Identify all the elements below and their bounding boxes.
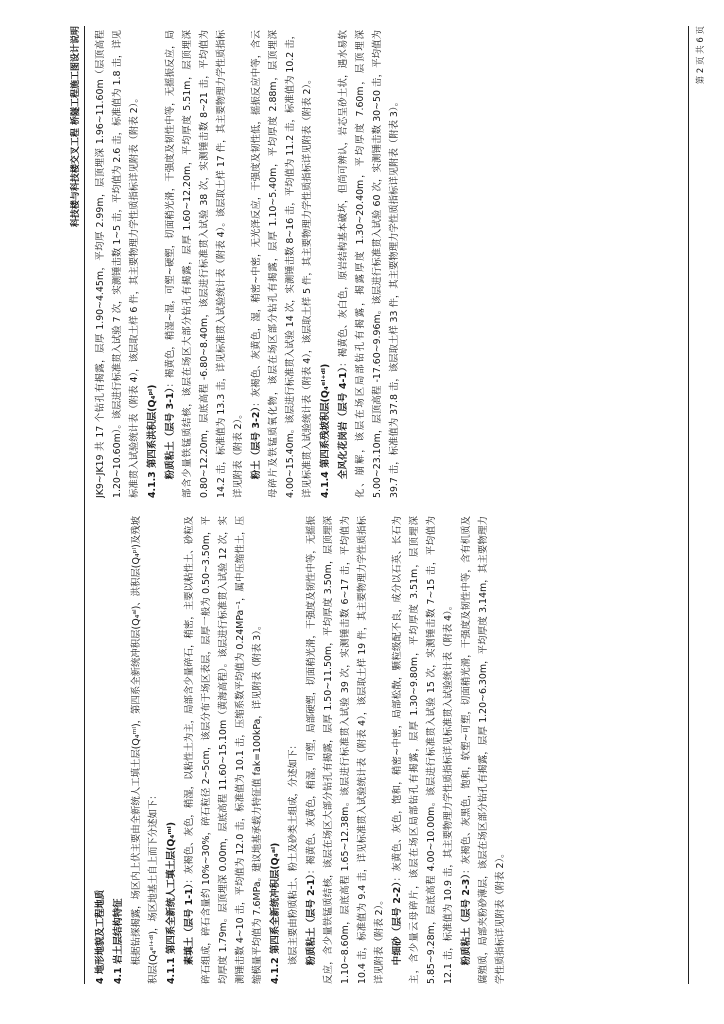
- section-heading-4-1-1: 4.1.1 第四系全新统人工填土层(Q₄ᵐˡ): [166, 821, 177, 984]
- layer-2-3-paragraph: [458, 516, 509, 984]
- layer-2-2-paragraph: [389, 516, 457, 984]
- layer-2-3-title: 粉质粘土（层号 2-3）: [461, 873, 472, 966]
- section-heading-4-1: 4.1 岩土层结构特征: [113, 898, 124, 984]
- layer-2-1-text: ：褐黄色、灰黄色，稍湿，可塑，局部硬塑，切面稍光滑，干强度及韧性中等，无摇振反应，含少量铁锰质结核，该层在场区大部分钻孔有揭露，层厚 1.50~11.50m，平均厚度 3.50m，层顶埋深 1.10~8.60m，层底高程 1.65~12.38m。该层进行标准贯入试验 39 次，实测锤击数 6~17 击，平均值为 10.4 击，标准值为 9.4 击，详见标准贯入试验统计表（附表 4），该层取土样 19 件，其主要物理力学性质指标详见附表（附表 2）。: [306, 516, 385, 984]
- section-heading-4-1-4: 4.1.4 第四系残坡积层(Q₄ᵉˡ⁺ᵈˡ): [320, 363, 331, 498]
- page-number: 第 2 页 共 6 页: [696, 26, 706, 85]
- section-heading-4-1-2: 4.1.2 第四系全新统冲积层(Q₄ᵃˡ): [270, 842, 281, 984]
- layer-2-2-title: 中细砂（层号 2-2）: [392, 881, 403, 966]
- layer-2-3-text: ：灰褐色、灰黑色，饱和，软塑~可塑，切面稍光滑，干强度及韧性中等，含有机质及腐殖质，局部夹粉砂薄层，该层在场区部分钻孔有揭露，层厚 1.20~6.30m，平均厚度 3.14m，其主要物理力学性质指标详见附表（附表 2）。: [461, 516, 506, 984]
- layer-3-2-text: ：灰褐色、灰黄色，湿，稍密~中密，无光泽反应，干强度及韧性低，摇振反应中等，含云母碎片及铁锰质氧化物，该层在场区部分钻孔有揭露，层厚 1.10~5.40m，平均厚度 2.88m，层顶埋深 4.00~15.40m。该层进行标准贯入试验 14 次，实测锤击数 8~16 击，平均值为 11.2 击，标准值为 10.2 击，详见标准贯入试验统计表（附表 4），该层取土样 5 件，其主要物理力学性质指标详见附表（附表 2）。: [251, 30, 313, 498]
- intro-paragraph: 根据钻探揭露，场区内上伏主要由全新统人工填土层(Q₄ᵐˡ)，第四系全新统冲积层(Q₄ᵃˡ)、洪积层(Q₄ᵖˡ)及残坡积层(Q₄ᵉˡ⁺ᵈˡ)，场区地基土自上而下分述如下：: [131, 516, 159, 984]
- right-column: [92, 30, 682, 498]
- left-column: [92, 516, 682, 984]
- header-rule: [84, 26, 85, 984]
- layer-3-2-paragraph: [248, 30, 316, 498]
- layer-4-1-text: ：褐黄色、灰白色，原岩结构基本破坏，但尚可辨认，岩芯呈砂土状，遇水易软化、崩解，该层在场区局部钻孔有揭露，揭露厚度 1.30~20.40m，平均厚度 7.60m，层顶埋深 5.00~23.10m，层顶高程 -17.60~9.96m。该层进行标准贯入试验 60 次，实测锤击数 30~50 击，平均值为 39.7 击，标准值为 37.8 击，该层取土样 33 件，其主要物理力学性质指标详见附表（附表 3）。: [338, 30, 400, 498]
- layer-3-2-title: 粉土（层号 3-2）: [251, 406, 262, 480]
- layer-2-1-paragraph: [303, 516, 388, 984]
- layer-3-1-title: 粉质粘土（层号 3-1）: [165, 387, 176, 480]
- layer-1-1-paragraph: [181, 516, 266, 984]
- layer-2-1-title: 粉质粘土（层号 2-1）: [306, 874, 317, 966]
- q4al-intro: 该层主要由粉质粘土、粉土及砂类土组成，分述如下：: [288, 740, 299, 966]
- continued-paragraph: JK9~JK19 共 17 个钻孔有揭露，层厚 1.90~4.45m，平均厚 2.99m，层顶埋深 1.96~11.60m（层顶高程 1.20~10.60m）。该层进行标准贯入试验 7 次，实测锤击数 1~5 击，平均值为 2.6 击，标准值为 1.8 击，详见标准贯入试验统计表（附表 4），该层取土样 6 件，其主要物理力学性质指标详见附表（附表 2）。: [95, 30, 140, 498]
- layer-3-1-text: ：褐黄色，稍湿~湿，可塑~硬塑，切面稍光滑，干强度及韧性中等，无摇振反应，局部含少量铁锰质结核，该层在场区大部分钻孔有揭露，层厚 1.60~12.20m，平均厚度 5.51m，层顶埋深 0.80~12.20m，层底高程 -6.80~8.40m，该层进行标准贯入试验 38 次，实测锤击数 8~21 击，平均值为 14.2 击，标准值为 13.3 击，详见标准贯入试验统计表（附表 4）。该层取土样 17 件，其主要物理力学性质指标详见附表（附表 2）。: [165, 30, 244, 498]
- layer-2-2-text: ：灰黄色、灰色，饱和，稍密~中密，局部松散，颗粒级配不良，成分以石英、长石为主，含少量云母碎片，该层在场区局部钻孔有揭露，层厚 1.30~9.80m，平均厚度 3.51m，层顶埋深 5.85~9.28m，层底高程 4.00~10.00m。该层进行标准贯入试验 15 次，实测锤击数 7~15 击，平均值为 12.1 击，标准值为 10.9 击，其主要物理力学性质指标详见标准贯入试验统计表（附表 4）。: [392, 516, 454, 984]
- section-heading-4: 4 地形地貌及工程地质: [95, 889, 106, 984]
- layer-1-1-text: ：灰褐色、灰色，稍湿，以粘性土为主，局部含少量碎石，稍密，主要以粘性土、砂粒及碎石组成，碎石含量约 10%~30%，碎石粒径 2~5cm，该层分布于场区表层，层厚一般为 0.50~3.50m，平均厚度 1.79m。层顶埋深 0.00m，层底高程 11.60~15.10m（黄海高程）。该层进行标准贯入试验 12 次，实测锤击数 4~10 击，平均值为 12.0 击，标准值为 10.1 击，压缩系数平均值为 0.24MPa⁻¹，属中压缩性土，压缩模量平均值为 7.6MPa。建议地基承载力特征值 fak=100kPa，详见附表（附表 3）。: [184, 516, 263, 984]
- layer-1-1-title: 素填土（层号 1-1）: [184, 883, 195, 966]
- footer-rule: [688, 26, 689, 984]
- running-header: 科技楼与科技楼交叉工程 桥隧工程施工图设计说明: [71, 26, 81, 228]
- section-heading-4-1-3: 4.1.3 第四系洪积层(Q₄ᵖˡ): [147, 384, 158, 498]
- layer-4-1-title: 全风化花岗岩（层号 4-1）: [338, 366, 349, 480]
- layer-3-1-paragraph: [162, 30, 247, 498]
- layer-4-1-paragraph: [335, 30, 403, 498]
